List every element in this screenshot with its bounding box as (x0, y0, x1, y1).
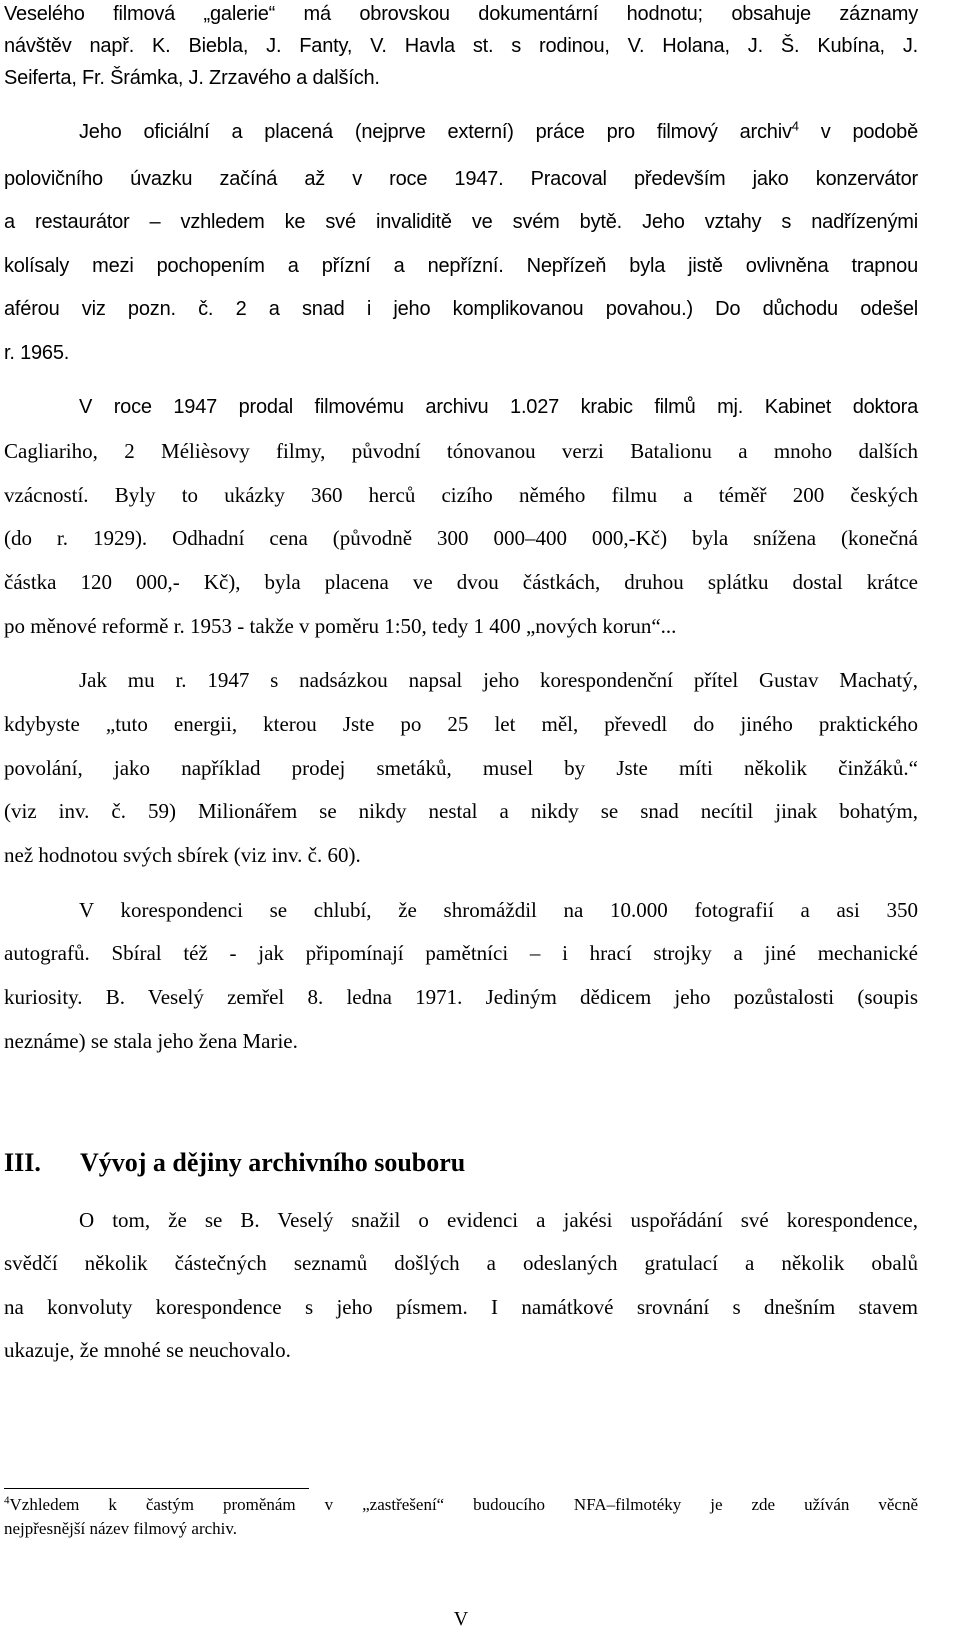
paragraph-line: kuriosity. B. Veselý zemřel 8. ledna 1971. Jediným dědicem jeho pozůstalosti (soupis (4, 985, 918, 1009)
paragraph-line: Veselého filmová „galerie“ má obrovskou dokumentární hodnotu; obsahuje záznamy (4, 3, 918, 25)
paragraph-line: kdybyste „tuto energii, kterou Jste po 25 let měl, převedl do jiného praktického (4, 712, 918, 736)
section-heading (4, 1146, 465, 1180)
paragraph-line: na konvoluty korespondence s jeho písmem. I namátkové srovnání s dnešním stavem (4, 1295, 918, 1319)
footnote-text: Vzhledem k častým proměnám v „zastřešení“ budoucího NFA–filmotéky je zde užíván věcně (9, 1495, 918, 1514)
paragraph-text: Jeho oficiální a placená (nejprve externí) práce pro filmový archiv (79, 121, 792, 143)
paragraph-line: O tom, že se B. Veselý snažil o evidenci a jakési uspořádání své korespondence, (79, 1208, 918, 1232)
paragraph-text: v podobě (798, 121, 918, 143)
page-number: V (453, 1608, 469, 1630)
paragraph-line: V roce 1947 prodal filmovému archivu 1.027 krabic filmů mj. Kabinet doktora (79, 396, 918, 418)
paragraph-line: polovičního úvazku začíná až v roce 1947. Pracoval především jako konzervátor (4, 168, 918, 190)
paragraph-line: částka 120 000,- Kč), byla placena ve dvou částkách, druhou splátku dostal krátce (4, 570, 918, 594)
paragraph-line: V korespondenci se chlubí, že shromáždil na 10.000 fotografií a asi 350 (79, 898, 918, 922)
paragraph-line: po měnové reformě r. 1953 - takže v poměru 1:50, tedy 1 400 „nových korun“... (4, 614, 677, 638)
paragraph-line: návštěv např. K. Biebla, J. Fanty, V. Havla st. s rodinou, V. Holana, J. Š. Kubína, J. (4, 35, 918, 57)
footnote-divider (4, 1488, 309, 1489)
paragraph-line (4, 118, 918, 146)
paragraph-line: Seiferta, Fr. Šrámka, J. Zrzavého a dalších. (4, 67, 380, 89)
footnote-line: nejpřesnější název filmový archiv. (4, 1519, 238, 1538)
paragraph-line: a restaurátor – vzhledem ke své invaliditě ve svém bytě. Jeho vztahy s nadřízenými (4, 211, 918, 233)
paragraph-line: neznáme) se stala jeho žena Marie. (4, 1029, 298, 1053)
paragraph-line: Jak mu r. 1947 s nadsázkou napsal jeho korespondenční přítel Gustav Machatý, (79, 668, 918, 692)
footnote-line (4, 1494, 918, 1516)
paragraph-line: než hodnotou svých sbírek (viz inv. č. 60). (4, 843, 361, 867)
paragraph-line: aférou viz pozn. č. 2 a snad i jeho komplikovanou povahou.) Do důchodu odešel (4, 298, 918, 320)
section-number: III. (4, 1148, 41, 1177)
section-title: Vývoj a dějiny archivního souboru (80, 1148, 466, 1177)
footnote-number: 4 (4, 1494, 10, 1507)
paragraph-line: Cagliariho, 2 Mélièsovy filmy, původní tónovanou verzi Batalionu a mnoho dalších (4, 439, 918, 463)
paragraph-line: r. 1965. (4, 342, 70, 364)
paragraph-line: vzácností. Byly to ukázky 360 herců cizího němého filmu a téměř 200 českých (4, 483, 918, 507)
paragraph-line: autografů. Sbíral též - jak připomínají pamětníci – i hrací strojky a jiné mechanické (4, 941, 918, 965)
footnote-reference: 4 (791, 118, 799, 134)
paragraph-line: povolání, jako například prodej smetáků, musel by Jste míti několik činžáků.“ (4, 756, 918, 780)
paragraph-line: (viz inv. č. 59) Milionářem se nikdy nestal a nikdy se snad necítil jinak bohatým, (4, 799, 918, 823)
paragraph-line: (do r. 1929). Odhadní cena (původně 300 000–400 000,-Kč) byla snížena (konečná (4, 526, 918, 550)
paragraph-line: svědčí několik částečných seznamů došlých a odeslaných gratulací a několik obalů (4, 1251, 918, 1275)
paragraph-line: ukazuje, že mnohé se neuchovalo. (4, 1338, 291, 1362)
paragraph-line: kolísaly mezi pochopením a přízní a nepřízní. Nepřízeň byla jistě ovlivněna trapnou (4, 255, 918, 277)
